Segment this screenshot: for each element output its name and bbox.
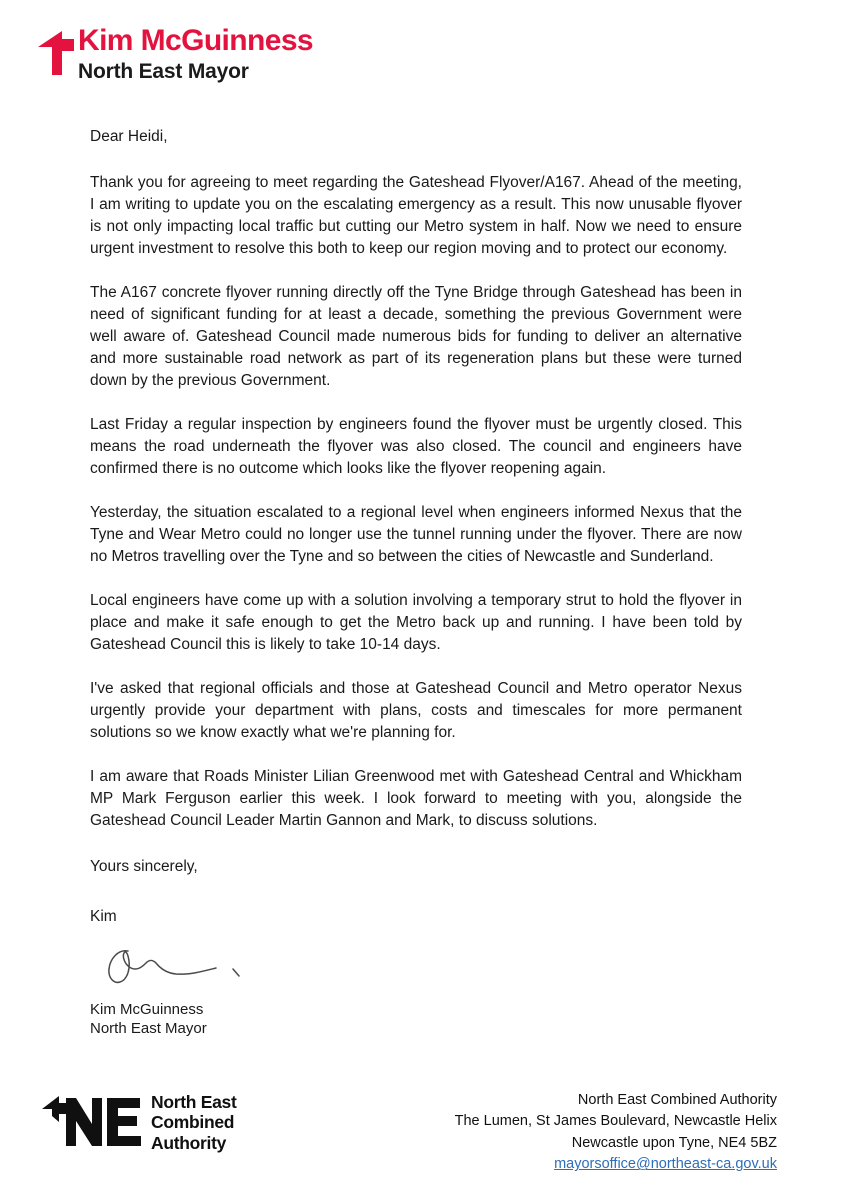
footer-address xyxy=(455,1090,777,1176)
red-arrow-logo-icon xyxy=(38,31,74,75)
signatory-title: North East Mayor xyxy=(90,1020,207,1038)
nsca-logo xyxy=(42,1092,236,1153)
sign-off: Yours sincerely, xyxy=(90,857,198,875)
mayor-name: Kim McGuinness xyxy=(78,24,313,57)
signature-block xyxy=(90,1000,742,1038)
page-footer xyxy=(0,1084,841,1184)
letter-paragraph: The A167 concrete flyover running directly off the Tyne Bridge through Gateshead has been in need of significant funding for at least a decade, something the previous Government were well aware of. Gateshead Council made numerous bids for funding to deliver an alternative and more sustainable road network as part of its regeneration plans but these were turned down by the previous Government. xyxy=(90,283,742,389)
sign-off-name: Kim xyxy=(90,907,117,925)
letter-paragraph: Yesterday, the situation escalated to a regional level when engineers informed Nexus that the Tyne and Wear Metro could no longer use the tunnel running under the flyover. There are now no Metros travelling over the Tyne and so between the cities of Newcastle and Sunderland. xyxy=(90,503,742,565)
mayor-role: North East Mayor xyxy=(78,59,249,83)
signatory-name: Kim McGuinness xyxy=(90,1001,204,1019)
handwritten-signature-icon xyxy=(104,941,254,993)
letter-paragraph: I've asked that regional officials and those at Gateshead Council and Metro operator Nexus urgently provide your department with plans, costs and timescales for more permanent solutions so we know exactly what we're planning for. xyxy=(90,679,742,741)
letter-paragraph: Last Friday a regular inspection by engineers found the flyover must be urgently closed. This means the road underneath the flyover was also closed. The council and engineers have confirmed there is no outcome which looks like the flyover reopening again. xyxy=(90,415,742,477)
letter-paragraph: I am aware that Roads Minister Lilian Greenwood met with Gateshead Central and Whickham MP Mark Ferguson earlier this week. I look forward to meeting with you, alongside the Gateshead Council Leader Martin Gannon and Mark, to discuss solutions. xyxy=(90,767,742,829)
letterhead xyxy=(38,26,313,83)
nsca-logo-line-1: North East xyxy=(151,1092,237,1112)
footer-city: Newcastle upon Tyne, NE4 5BZ xyxy=(571,1134,777,1151)
nsca-logo-line-2: Combined xyxy=(151,1112,235,1133)
letter-paragraph: Thank you for agreeing to meet regarding the Gateshead Flyover/A167. Ahead of the meeting, I am writing to update you on the escalating emergency as a result. This now unusable flyover is not only impacting local traffic but cutting our Metro system in half. Now we need to ensure urgent investment to resolve this both to keep our region moving and to protect our economy. xyxy=(90,173,742,257)
nsca-logo-words xyxy=(151,1092,236,1153)
footer-email-link[interactable]: mayorsoffice@northeast-ca.gov.uk xyxy=(554,1156,777,1173)
ne-arrow-logo-icon xyxy=(42,1094,147,1150)
footer-street: The Lumen, St James Boulevard, Newcastle Helix xyxy=(454,1113,777,1130)
letterhead-text xyxy=(78,26,313,83)
salutation: Dear Heidi, xyxy=(90,128,168,145)
footer-organisation: North East Combined Authority xyxy=(577,1092,777,1108)
letter-paragraph: Local engineers have come up with a solution involving a temporary strut to hold the flyover in place and make it safe enough to get the Metro back up and running. I have been told by Gateshead Council this is likely to take 10-14 days. xyxy=(90,591,742,653)
letter-body xyxy=(90,127,742,1039)
nsca-logo-line-3: Authority xyxy=(151,1132,227,1153)
